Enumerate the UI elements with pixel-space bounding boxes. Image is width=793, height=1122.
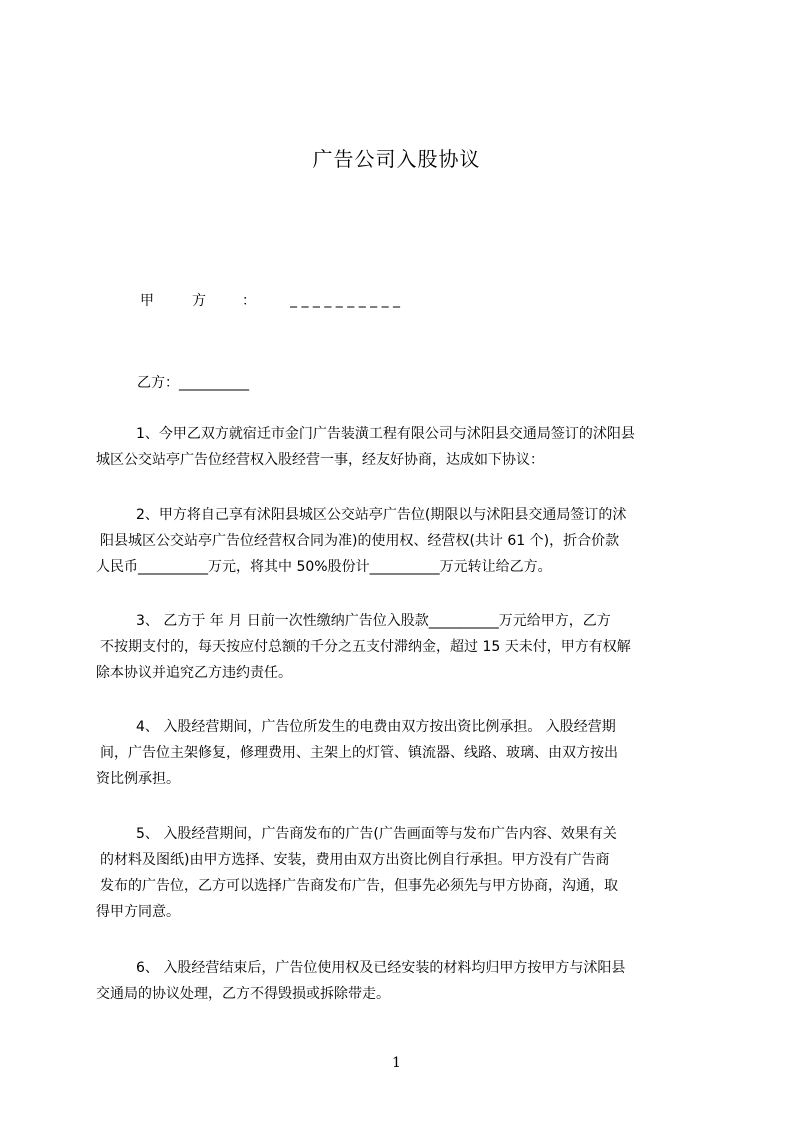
clause-1-line: 城区公交站亭广告位经营权入股经营一事，经友好协商，达成如下协议： [96,452,544,468]
clause-1-line: 1、今甲乙双方就宿迁市金门广告装潢工程有限公司与沭阳县交通局签订的沭阳县 [136,426,635,442]
party-a-label-2: 方 [192,293,206,309]
clause-3 [96,608,698,686]
clause-2-line: 人民币__________万元，将其中 50%股份计__________万元转让给乙方。 [96,559,552,575]
clause-5 [96,821,698,925]
document-title: 广告公司入股协议 [312,147,481,171]
clause-5-line: 5、 入股经营期间，广告商发布的广告(广告画面等与发布广告内容、效果有关 [136,826,617,842]
clause-5-line: 的材料及图纸)由甲方选择、安装，费用由双方出资比例自行承担。甲方没有广告商 [100,852,610,868]
clause-4 [96,714,698,792]
party-a-label-1: 甲 [140,293,154,309]
page-number: 1 [392,1055,401,1071]
clause-6 [96,955,698,1007]
clause-4-line: 4、 入股经营期间，广告位所发生的电费由双方按出资比例承担。 入股经营期 [136,719,616,735]
clause-2-line: 2、甲方将自己享有沭阳县城区公交站亭广告位(期限以与沭阳县交通局签订的沭 [136,507,627,523]
clause-6-line: 交通局的协议处理，乙方不得毁损或拆除带走。 [96,986,390,1002]
clause-5-line: 发布的广告位，乙方可以选择广告商发布广告，但事先必须先与甲方协商，沟通，取 [100,878,618,894]
clause-2 [96,502,698,580]
clause-1 [96,421,698,473]
clause-3-line: 除本协议并追究乙方违约责任。 [96,665,292,681]
party-b-line: 乙方：__________ [137,375,249,391]
clause-4-line: 间，广告位主架修复，修理费用、主架上的灯管、镇流器、线路、玻璃、由双方按出 [100,745,618,761]
clause-6-line: 6、 入股经营结束后，广告位使用权及已经安装的材料均归甲方按甲方与沭阳县 [136,960,626,976]
clause-2-line: 阳县城区公交站亭广告位经营权合同为准)的使用权、经营权(共计 61 个)，折合价款 [100,533,620,549]
party-a-blank: _ _ _ _ _ _ _ _ _ _ [290,292,401,308]
clause-3-line: 不按期支付的，每天按应付总额的千分之五支付滞纳金，超过 15 天未付，甲方有权解 [100,639,631,655]
clause-3-line: 3、 乙方于 年 月 日前一次性缴纳广告位入股款__________万元给甲方，乙方 [136,613,611,629]
party-a-colon: ： [242,293,256,309]
clause-4-line: 资比例承担。 [96,771,180,787]
clause-5-line: 得甲方同意。 [96,904,180,920]
